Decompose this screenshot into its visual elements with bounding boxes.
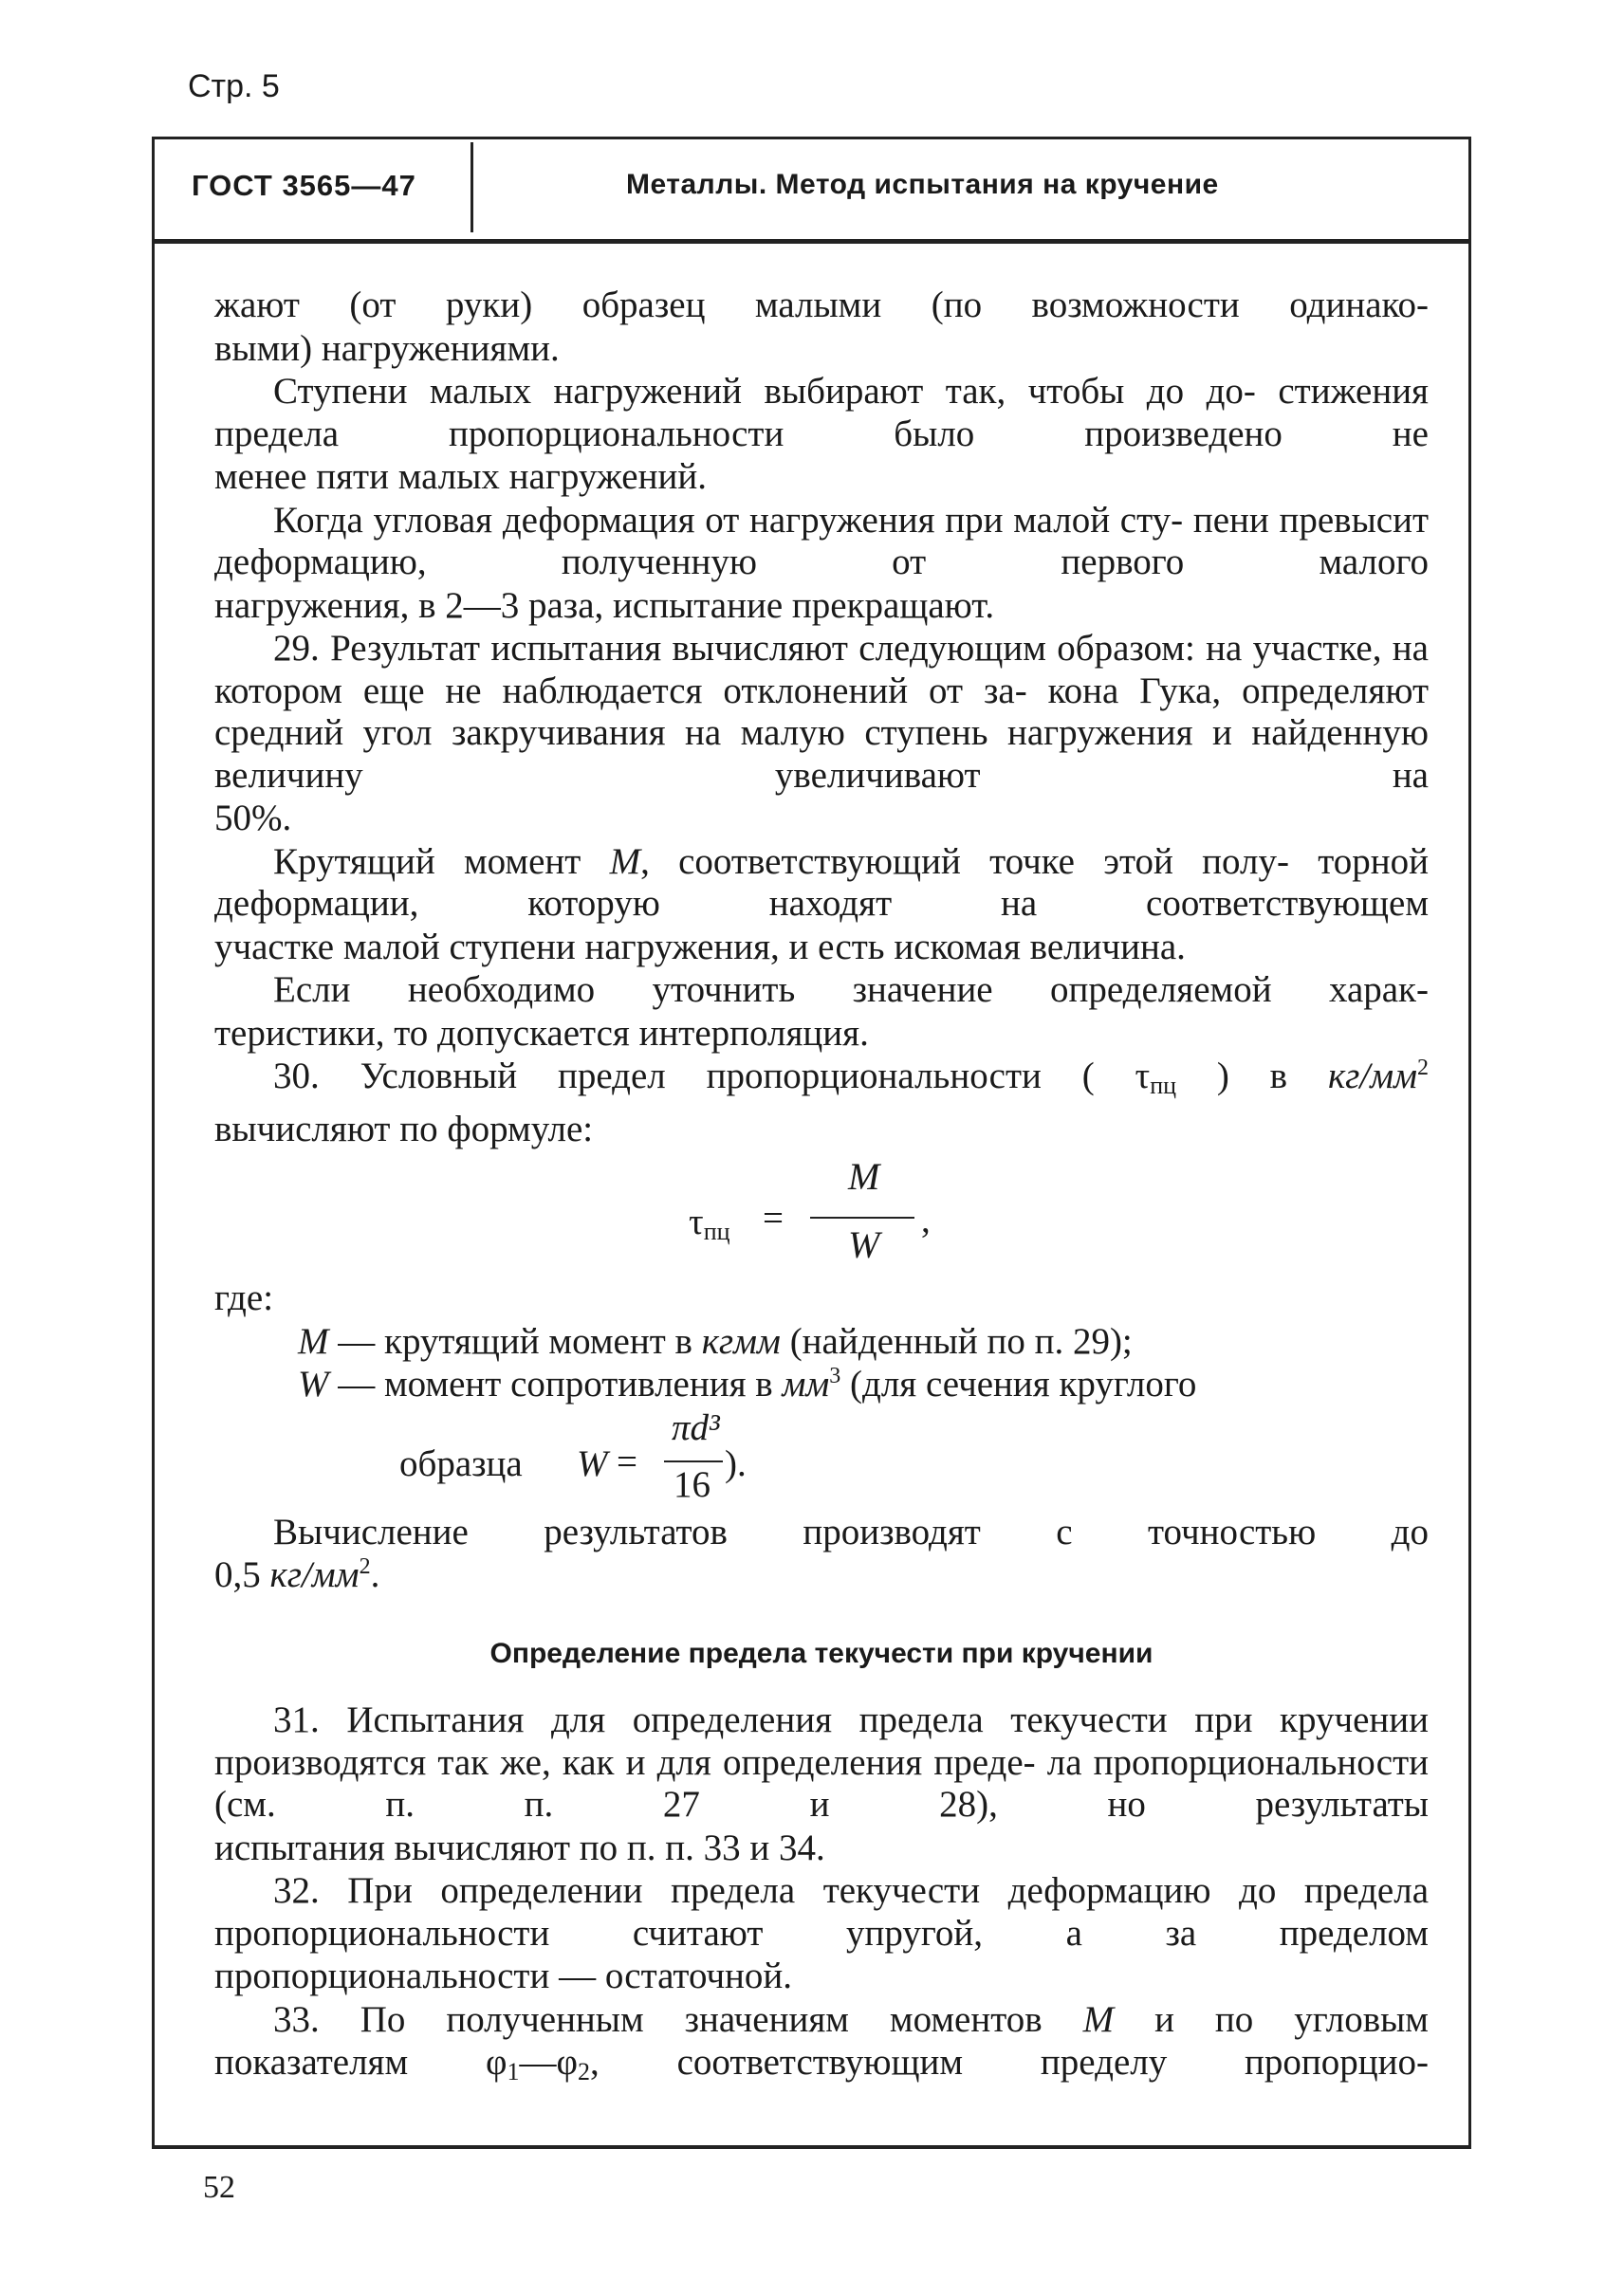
formula-proportional-limit [214, 1156, 1429, 1277]
paragraph-32: 32. При определении предела текучести деформацию до предела пропорциональности считают упругой, а за пределом [214, 1870, 1429, 1954]
header-separator [471, 142, 473, 232]
page-label: Стр. 5 [188, 68, 280, 104]
paragraph: 0,5 $кг/мм^2$. [214, 1554, 380, 1595]
where-label: где: [214, 1277, 274, 1318]
formula-denominator: W [848, 1223, 880, 1266]
paragraph: участке малой ступени нагружения, и есть искомая величина. [214, 926, 1186, 967]
paragraph: теристики, то допускается интерполяция. [214, 1012, 869, 1054]
paragraph: испытания вычисляют по п. п. 33 и 34. [214, 1827, 825, 1868]
paragraph: Крутящий момент М, соответствующий точке этой полу- торной деформации, которую находят на соответствующем [214, 840, 1429, 924]
formula-lhs: $\tau_{пц}$ [689, 1202, 730, 1245]
page-number: 52 [203, 2170, 235, 2205]
formula-section-modulus: образца W = πd³ 16 ). [399, 1406, 747, 1505]
frame-left-rule [152, 137, 155, 2147]
paragraph: Вычисление результатов производят с точностью до [273, 1511, 1429, 1552]
paragraph: Ступени малых нагружений выбирают так, чтобы до до- стижения предела пропорциональности было произведено не [214, 371, 1429, 454]
document-title: Металлы. Метод испытания на кручение [626, 169, 1219, 200]
paragraph: выми) нагружениями. [214, 327, 560, 369]
paragraph: нагружения, в 2—3 раза, испытание прекращают. [214, 584, 995, 626]
paragraph-29: 29. Результат испытания вычисляют следующим образом: на участке, на котором еще не наблюдается отклонений от за- кона Гука, определяют средний угол закручивания на малую ступень нагружения и найденную величину увеличивают на [214, 628, 1429, 796]
formula-numerator: M [848, 1155, 880, 1198]
standard-number: ГОСТ 3565—47 [192, 169, 416, 202]
frame-right-rule [1468, 137, 1471, 2147]
formula-numerator: πd³ [672, 1406, 720, 1448]
paragraph: жают (от руки) образец малыми (по возможности одинако- [214, 285, 1429, 325]
fraction-bar [810, 1217, 914, 1219]
formula-denominator: 16 [674, 1463, 710, 1505]
paragraph: показателям $\varphi_1—\varphi_2$, соответствующим пределу пропорцио- [214, 2042, 1430, 2085]
formula-equals: = [763, 1198, 784, 1239]
paragraph: Когда угловая деформация от нагружения при малой сту- пени превысит деформацию, полученную от первого малого [214, 499, 1429, 582]
definition-w: W — момент сопротивления в $мм^3$ (для сечения круглого [298, 1364, 1197, 1405]
section-heading: Определение предела текучести при кручении [489, 1637, 1153, 1669]
page-body [214, 285, 1429, 2095]
fraction-bar [664, 1460, 723, 1462]
paragraph-31: 31. Испытания для определения предела текучести при кручении производятся так же, как и для определения преде- ла пропорциональности (см. п. п. 27 и 28), но результаты [214, 1699, 1429, 1825]
definition-m: М — крутящий момент в кгмм (найденный по п. 29); [298, 1320, 1133, 1362]
paragraph: вычисляют по формуле: [214, 1108, 594, 1149]
frame-top-rule [152, 137, 1470, 139]
paragraph: Если необходимо уточнить значение определяемой харак- [273, 969, 1429, 1010]
header-bottom-rule [152, 239, 1471, 244]
paragraph: пропорциональности — остаточной. [214, 1956, 793, 1996]
paragraph: менее пяти малых нагружений. [214, 456, 707, 497]
paragraph-30: 30. Условный предел пропорциональности ( $\tau_{пц}$ ) в $кг/мм^2$ [273, 1056, 1430, 1099]
formula-comma: , [921, 1200, 931, 1240]
paragraph-33: 33. По полученным значениям моментов М и по угловым [273, 1998, 1429, 2040]
paragraph: 50%. [214, 798, 292, 838]
frame-bottom-rule [152, 2145, 1471, 2149]
